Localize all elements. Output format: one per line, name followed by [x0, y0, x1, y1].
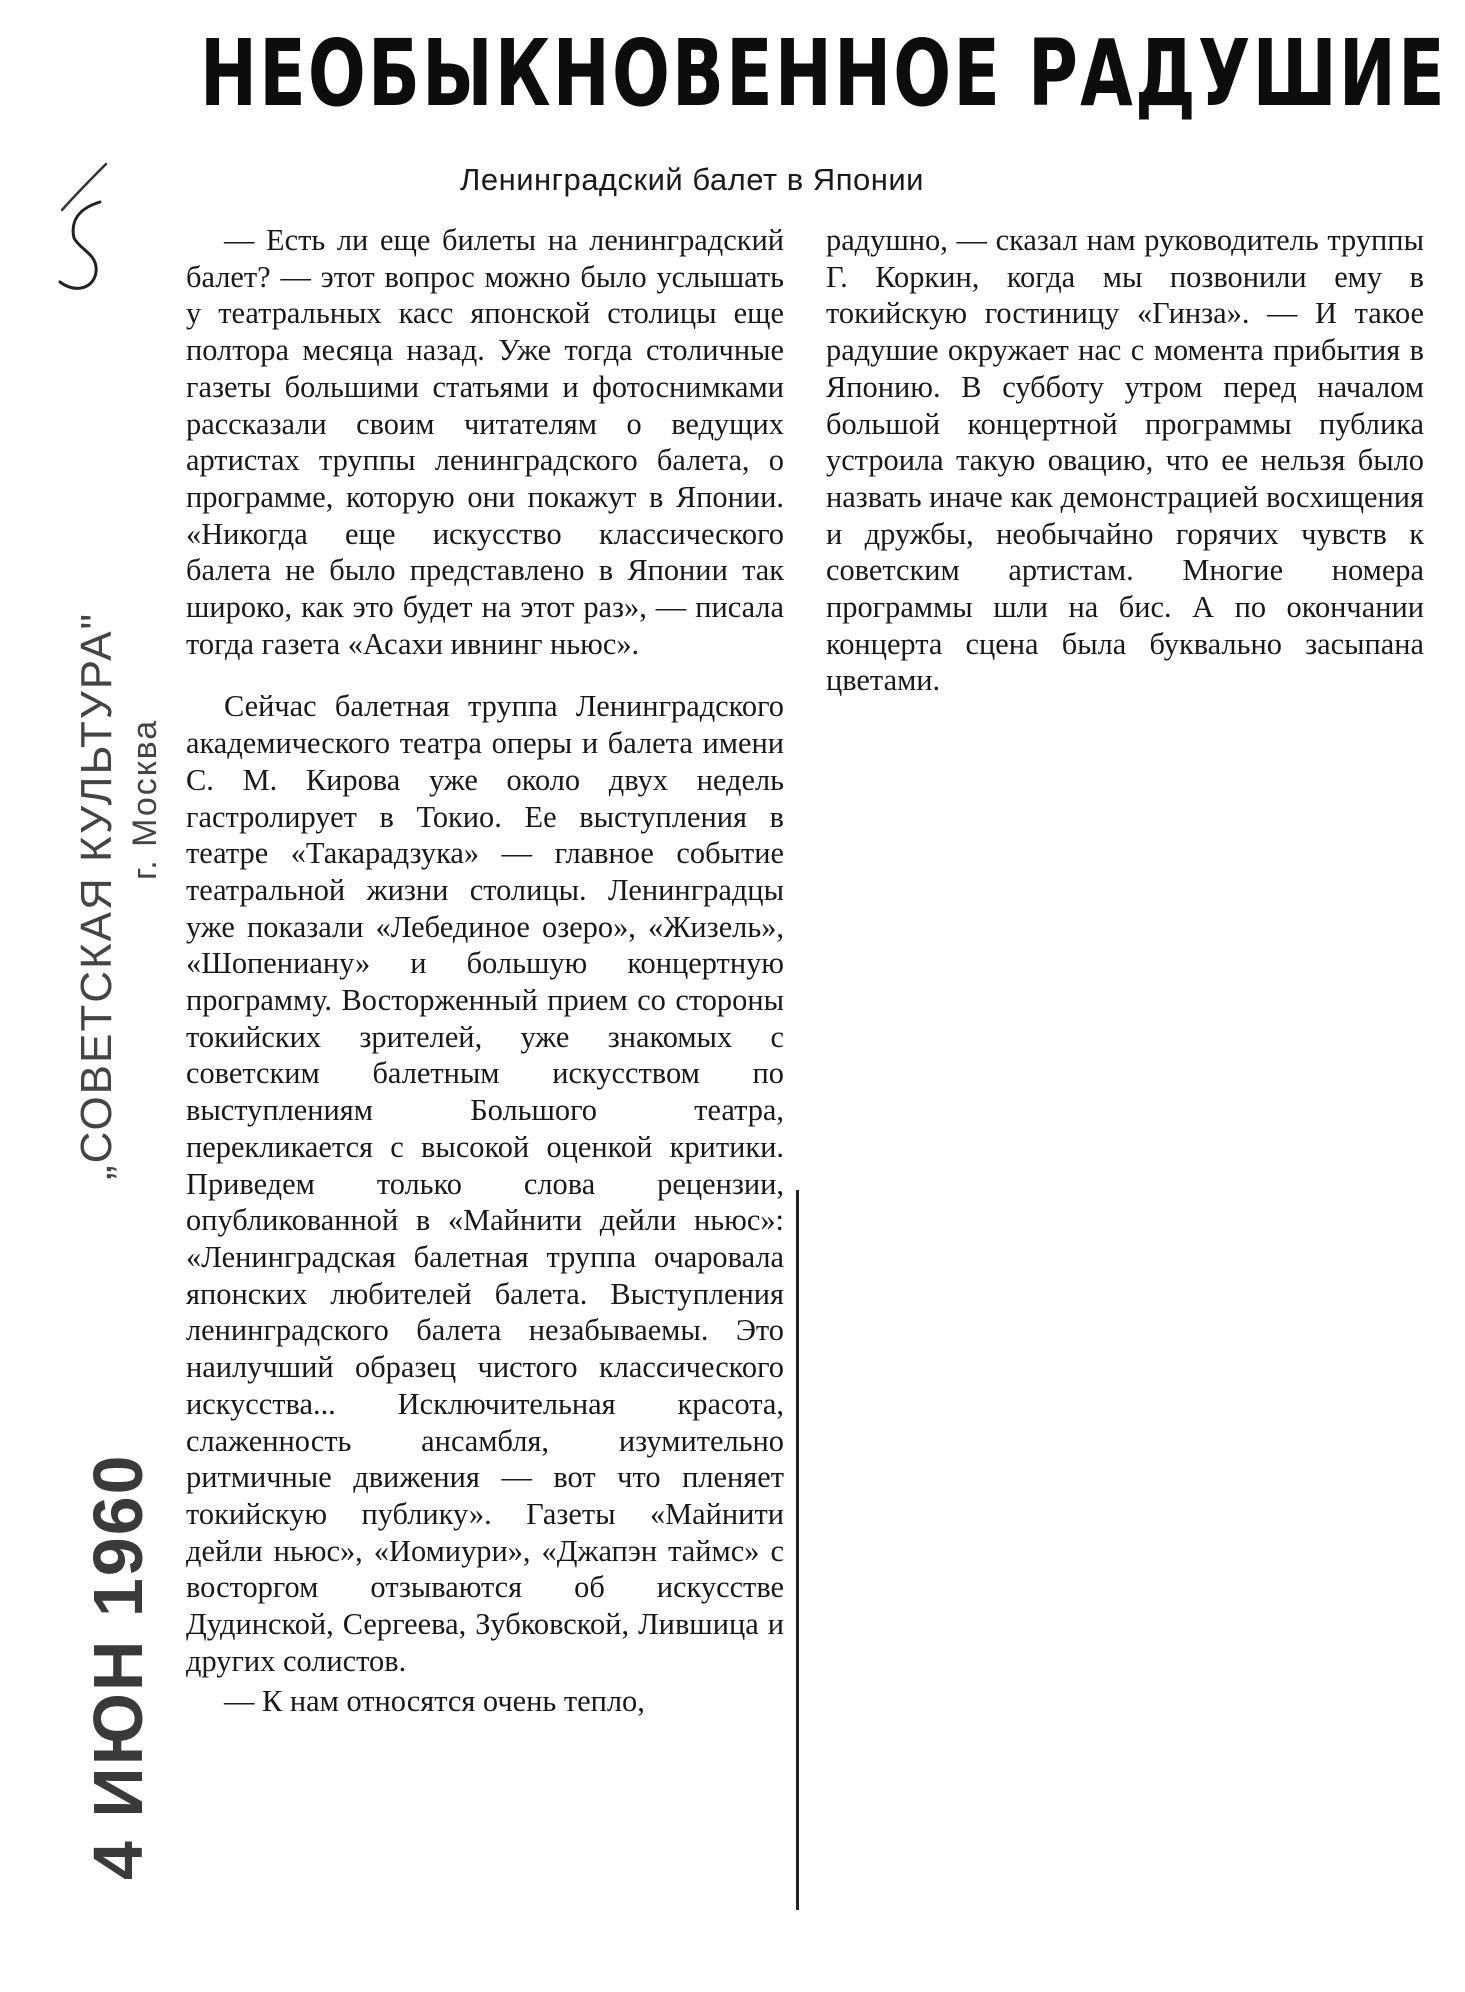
date-stamp [78, 1453, 158, 1880]
stamp-city: г. Москва [126, 718, 164, 880]
article-column-2 [826, 222, 1424, 699]
article-column-1 [186, 222, 784, 1720]
column-rule [796, 1190, 799, 1910]
paragraph: Сейчас балетная труппа Ленинградского академического театра оперы и балета имени С. М. Кирова уже около двух недель гастролирует в Токио. Ее выступления в театре «Такарадзука» — главное событие театральной жизни столицы. Ленинградцы уже показали «Лебединое озеро», «Жизель», «Шопениану» и большую концертную программу. Восторженный прием со стороны токийских зрителей, уже знакомых с советским балетным искусством по выступлениям Большого театра, перекликается с высокой оценкой критики. Приведем только слова рецензии, опубликованной в «Майнити дейли ньюс»: «Ленинградская балетная труппа очаровала японских любителей балета. Выступления ленинградского балета незабываемы. Это наилучший образец чистого классического искусства... Исключительная красота, слаженность ансамбля, изумительно ритмичные движения — вот что пленяет токийскую публику». Газеты «Майнити дейли ньюс», «Иомиури», «Джапэн таймс» с восторгом отзываются об искусстве Дудинской, Сергеева, Зубковской, Лившица и других солистов. [186, 689, 784, 1678]
city-stamp [126, 719, 165, 880]
paragraph: — Есть ли еще билеты на ленинградский балет? — этот вопрос можно было услышать у театральных касс японской столицы еще полтора месяца назад. Уже тогда столичные газеты большими статьями и фотоснимками рассказали своим читателям о ведущих артистах труппы ленинградского балета, о программе, которую они покажут в Японии. «Никогда еще искусство классического балета не было представлено в Японии так широко, как это будет на этот раз», — писала тогда газета «Асахи ивнинг ньюс». [186, 223, 784, 661]
paragraph: радушно, — сказал нам руководитель труппы Г. Коркин, когда мы позвонили ему в токийскую гостиницу «Гинза». — И такое радушие окружает нас с момента прибытия в Японию. В субботу утром перед началом большой концертной программы публика устроила такую овацию, что ее нельзя было назвать иначе как демонстрацией восхищения и дружбы, необычайно горячих чувств к советским артистам. Многие номера программы шли на бис. А по окончании концерта сцена была буквально засыпана цветами. [826, 223, 1424, 698]
subtitle: Ленинградский балет в Японии [460, 162, 924, 197]
paragraph: — К нам относятся очень тепло, [224, 1684, 645, 1719]
stamp-date-text: 4 ИЮН 1960 [79, 1453, 157, 1880]
handwritten-slash-icon [54, 160, 114, 220]
newspaper-stamp [72, 612, 122, 1180]
headline: НЕОБЫКНОВЕННОЕ РАДУШИЕ [200, 20, 1447, 127]
stamp-newspaper-name: „СОВЕТСКАЯ КУЛЬТУРА" [72, 611, 121, 1180]
